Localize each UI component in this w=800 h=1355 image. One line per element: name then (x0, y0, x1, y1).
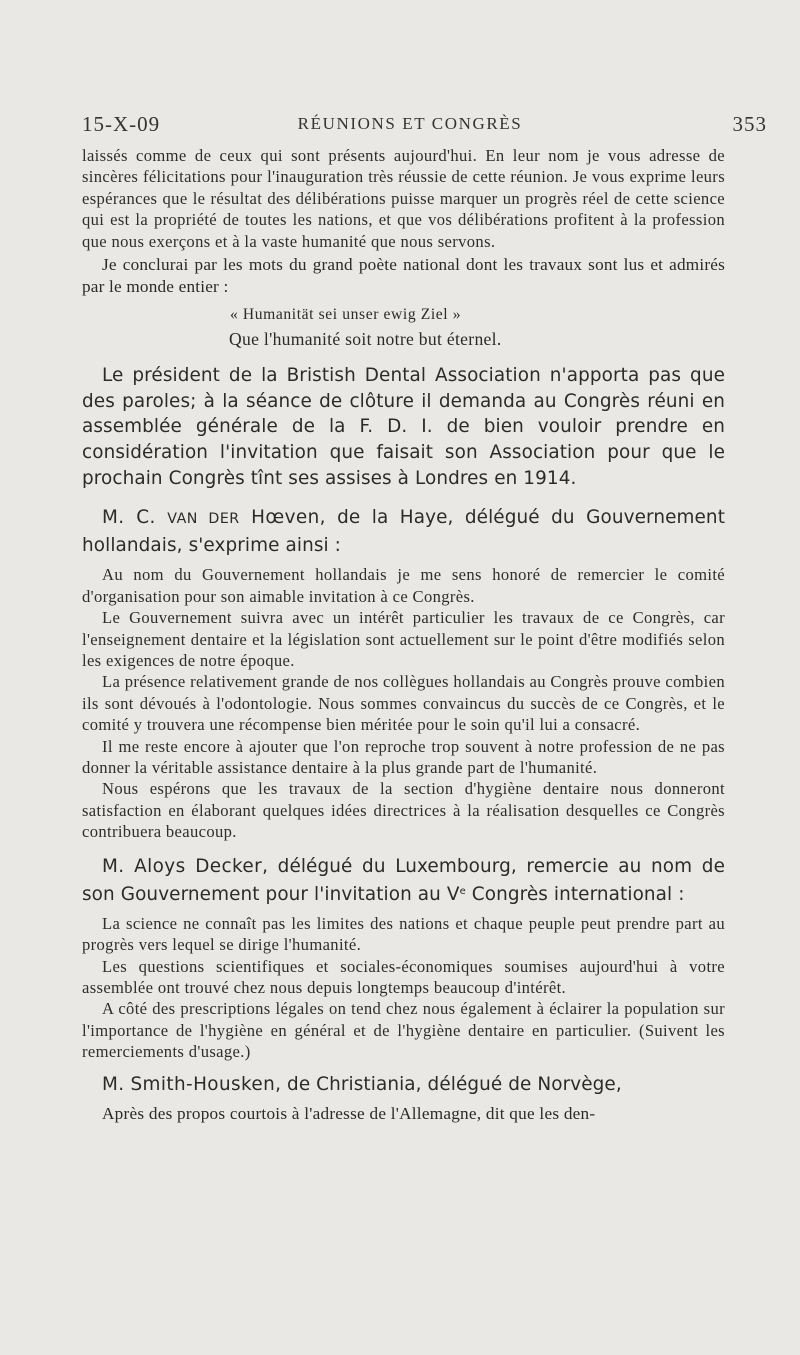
speaker-name: Hœven (251, 507, 320, 529)
header-date: 15-X-09 (82, 112, 161, 136)
speech-paragraph: Les questions scientifiques et sociales-économiques soumises aujourd'hui à votre assemblée ont trouvé chez nous depuis longtemps beaucoup d'intérêt. (82, 956, 725, 998)
speaker-particle: VAN DER (167, 511, 240, 528)
ordinal-suffix: e (459, 886, 466, 898)
speech-paragraph: Au nom du Gouvernement hollandais je me sens honoré de remercier le comité d'organisation pour son aimable invitation à ce Congrès. (82, 565, 725, 606)
speech-paragraph: Il me reste encore à ajouter que l'on reproche trop souvent à notre profession de ne pas donner la véritable assistance dentaire à la plus grande part de l'humanité. (82, 736, 725, 778)
decker-speech (82, 913, 725, 1063)
speech-paragraph: La science ne connaît pas les limites des nations et chaque peuple peut prendre part au progrès vers lequel se dirige l'humanité. (82, 913, 725, 955)
speech-paragraph: Nous espérons que les travaux de la section d'hygiène dentaire nous donneront satisfaction en élaborant quelques idées directrices à la réalisation desquelles ce Congrès contribuera beaucoup. (82, 779, 725, 842)
speaker-intro: , de la Haye, délégué du Gouvernement hollandais, s'exprime ainsi : (82, 507, 726, 556)
speaker-last-name: Decker (195, 855, 263, 877)
speaker-prefix: M. C. (102, 507, 156, 529)
opening-paragraph: laissés comme de ceux qui sont présents aujourd'hui. En leur nom je vous adresse de sincères félicitations pour l'inauguration très réussie de cette réunion. Je vous exprime leurs espérances que le résultat des délibérations puisse marquer un progrès réel de cette science qui est la propriété de toutes les nations, et que vos délibérations profitent à la profession que nous exerçons et à la vaste humanité que nous servons. (82, 146, 725, 251)
closing-line: Après des propos courtois à l'adresse de l'Allemagne, dit que les den- (102, 1104, 596, 1124)
quote-french: Que l'humanité soit notre but éternel. (229, 329, 502, 350)
conclusion-paragraph: Je conclurai par les mots du grand poète national dont les travaux sont lus et admirés par le monde entier : (82, 255, 725, 296)
speaker-intro-b: Congrès international : (465, 884, 685, 906)
quote-german: « Humanität sei unser ewig Ziel » (230, 306, 462, 324)
speaker-intro: , de Christiania, délégué de Norvège, (275, 1073, 622, 1095)
speech-paragraph: Le Gouvernement suivra avec un intérêt particulier les travaux de ce Congrès, car l'enseignement dentaire et la législation sont actuellement sur le point d'être modifiés selon les exigences de notre époque. (82, 608, 725, 670)
hoeven-speech (82, 564, 725, 842)
speaker-prefix: M. (102, 855, 125, 877)
decker-intro (82, 854, 725, 908)
hoeven-intro (82, 505, 725, 558)
page-body (82, 145, 725, 1125)
speech-paragraph: A côté des prescriptions légales on tend chez nous également à éclairer la population sur l'importance de l'hygiène en général et de l'hygiène dentaire en particulier. (Suivent les remerciements d'usage.) (82, 999, 725, 1062)
poet-quote (82, 303, 725, 351)
british-association-paragraph: Le président de la Bristish Dental Association n'apporta pas que des paroles; à la séance de clôture il demanda au Congrès réuni en assemblée générale de la F. D. I. de bien vouloir prendre en considération l'invitation que faisait son Association pour que le prochain Congrès tînt ses assises à Londres en 1914. (82, 365, 725, 489)
header-title: RÉUNIONS ET CONGRÈS (297, 114, 523, 133)
smith-intro (82, 1072, 725, 1098)
running-header (82, 112, 767, 142)
speaker-first-name: Aloys (134, 855, 186, 877)
speech-paragraph: La présence relativement grande de nos collègues hollandais au Congrès prouve combien ils sont dévoués à l'odontologie. Nous sommes convaincus du succès de ce Congrès, et le comité y trouvera une récompense bien méritée pour le soin qu'il lui a consacré. (82, 672, 725, 735)
speaker-name: Smith-Housken (130, 1073, 276, 1095)
speaker-intro-a: , délégué du Luxembourg, remercie au nom de son Gouvernement pour l'invitation au V (82, 855, 725, 906)
speaker-prefix: M. (102, 1073, 125, 1095)
page-number: 353 (732, 112, 767, 136)
